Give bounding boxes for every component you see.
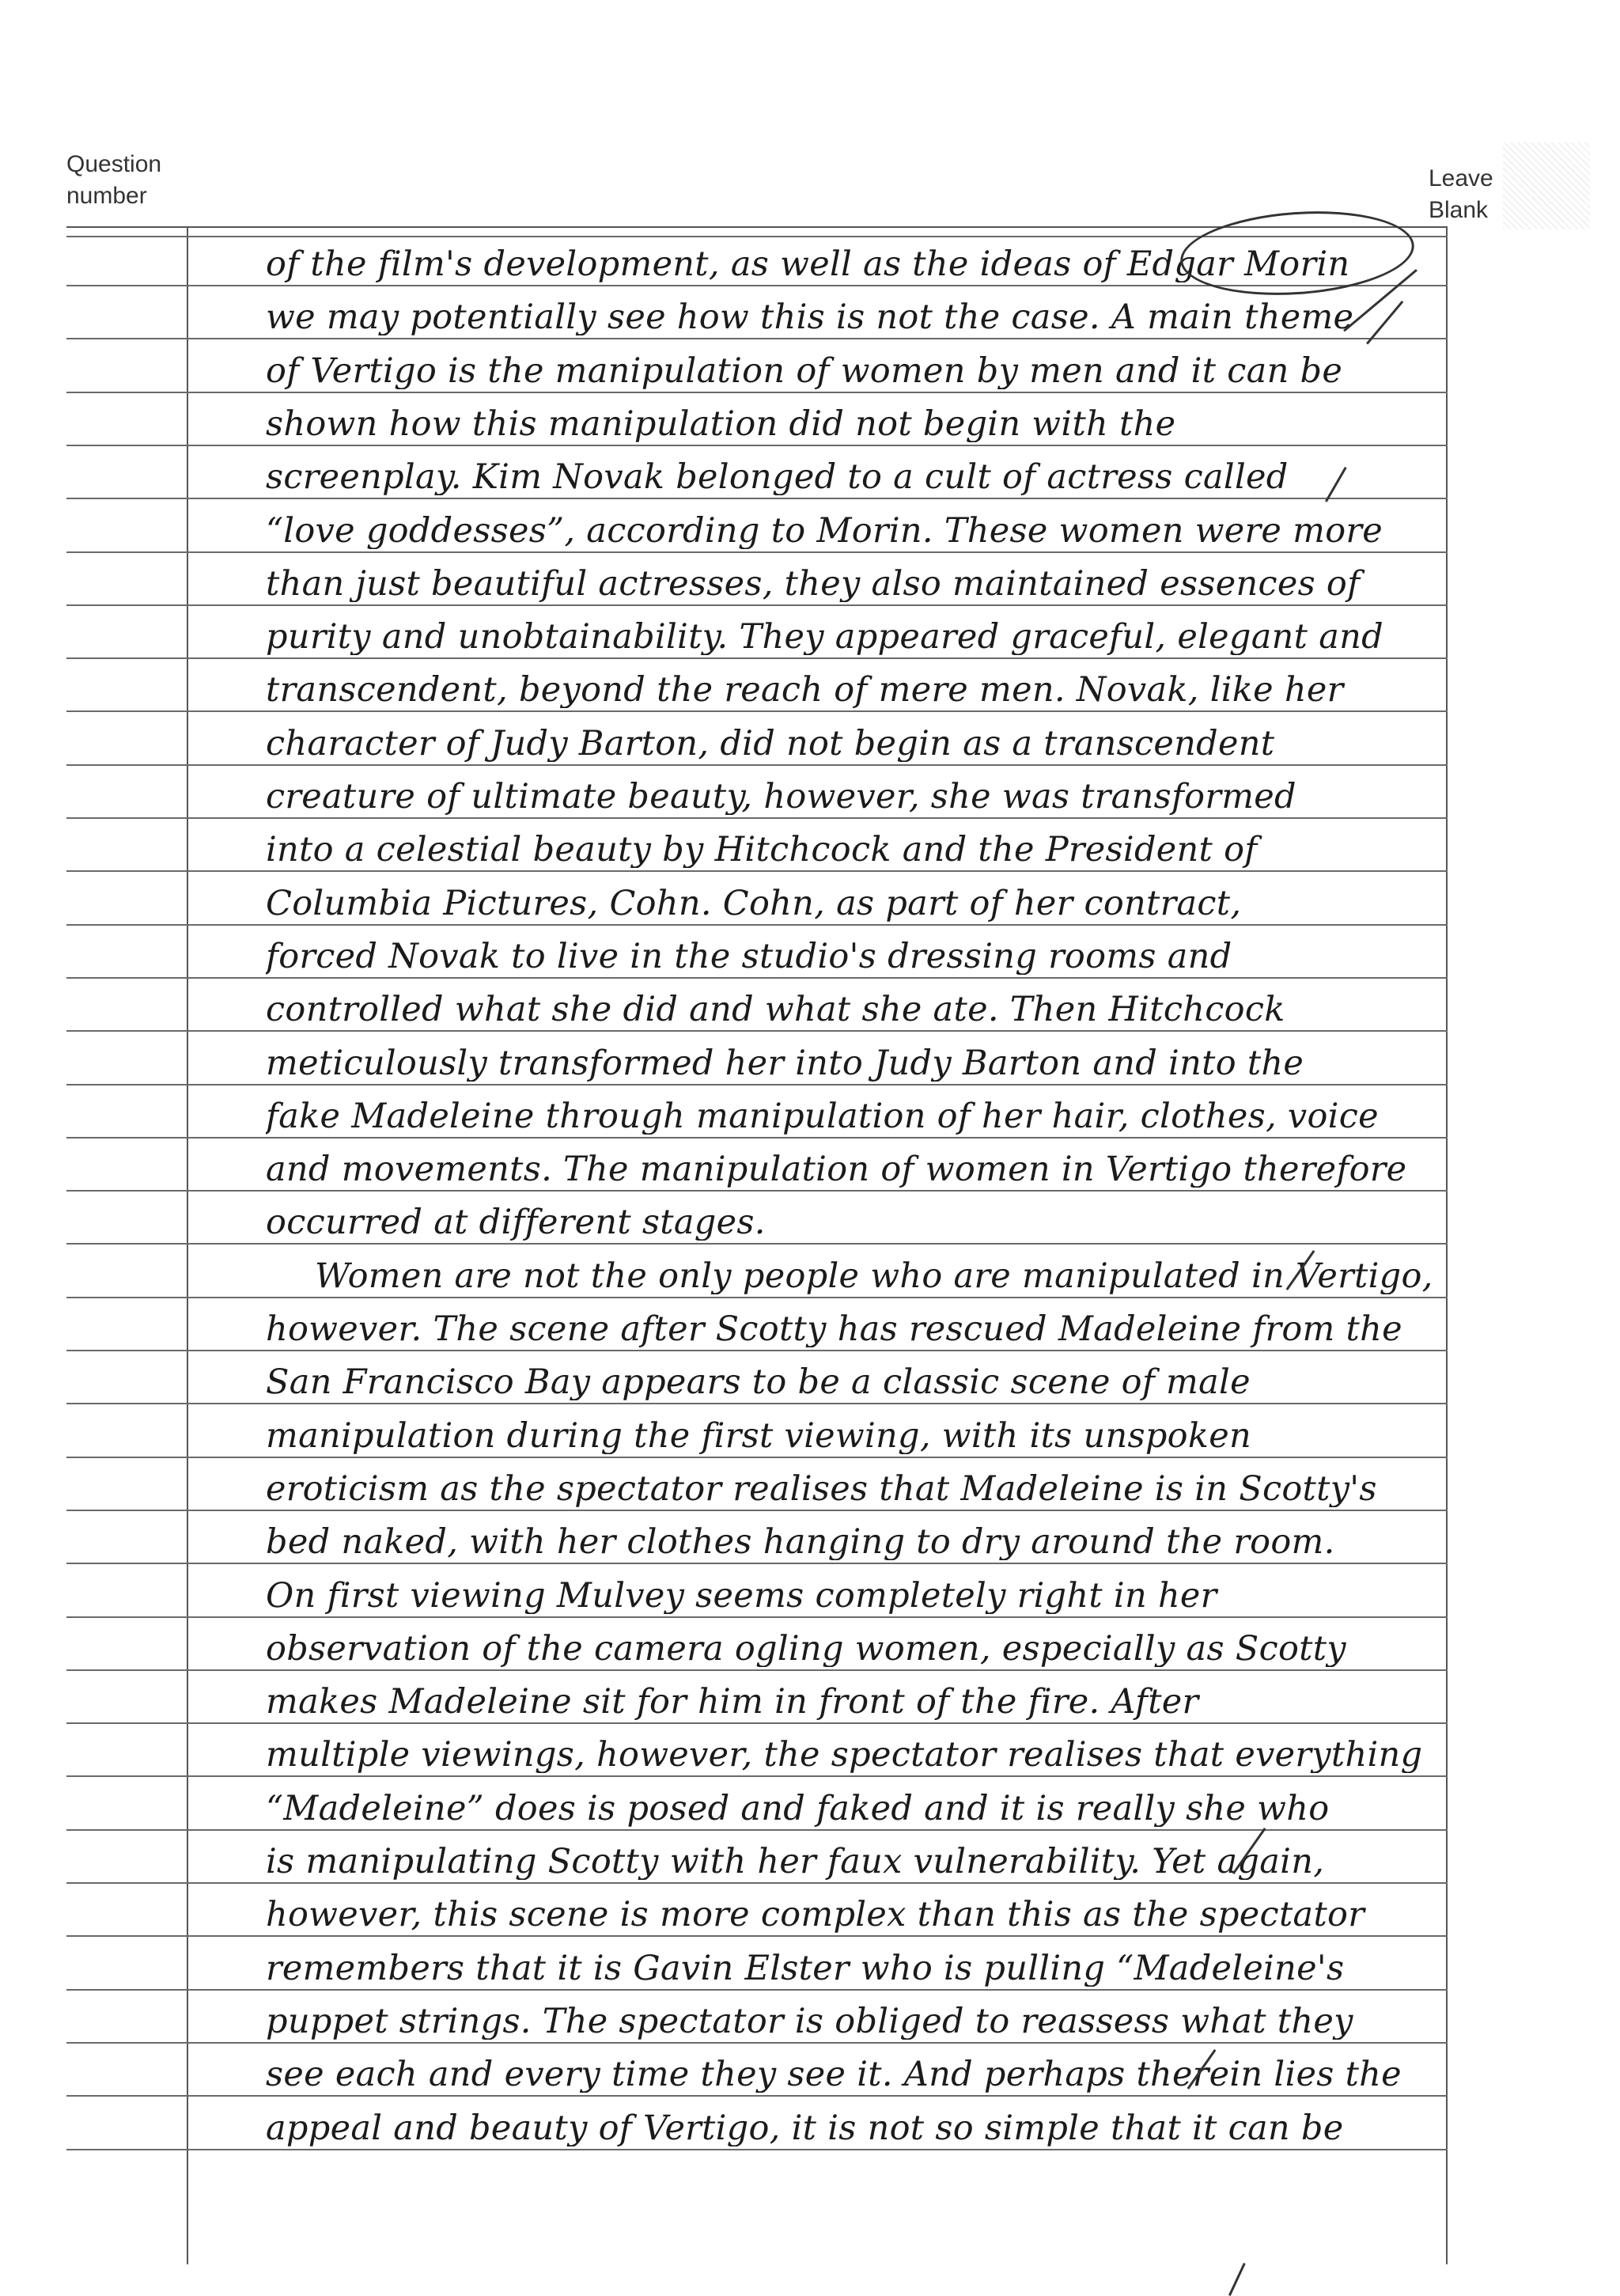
handwritten-line: of Vertigo is the manipulation of women by men and it can be [266,352,1343,389]
handwritten-line: however, this scene is more complex than this as the spectator [266,1896,1365,1934]
answer-line [66,1355,1448,1404]
answer-line [66,1302,1448,1351]
handwritten-line: transcendent, beyond the reach of mere men. Novak, like her [266,672,1344,709]
answer-line [66,1036,1448,1085]
answer-line [66,1462,1448,1511]
handwritten-line: “love goddesses”, according to Morin. These women were more [266,512,1383,549]
handwritten-line: into a celestial beauty by Hitchcock and the President of [266,832,1258,869]
answer-line [66,610,1448,659]
handwritten-line: appeal and beauty of Vertigo, it is not so simple that it can be [266,2109,1344,2146]
answer-line [66,663,1448,712]
handwritten-line: makes Madeleine sit for him in front of the fire. After [266,1684,1199,1721]
handwritten-line: occurred at different stages. [266,1204,766,1241]
handwritten-line: Columbia Pictures, Cohn. Cohn, as part of her contract, [266,885,1242,922]
handwritten-line: of the film's development, as well as the ideas of Edgar Morin [266,246,1350,282]
answer-line [66,1942,1448,1991]
handwritten-line: puppet strings. The spectator is obliged to reassess what they [266,2002,1353,2040]
handwritten-line: observation of the camera ogling women, especially as Scotty [266,1630,1346,1667]
handwritten-line: Women are not the only people who are manipulated in Vertigo, [315,1257,1433,1294]
handwritten-line: remembers that it is Gavin Elster who is pulling “Madeleine's [266,1949,1345,1987]
answer-line [66,557,1448,606]
answer-line [66,2101,1448,2150]
handwritten-line: we may potentially see how this is not the case. A main theme [266,299,1354,336]
handwritten-line: character of Judy Barton, did not begin as a transcendent [266,725,1275,762]
answer-line [66,1728,1448,1777]
answer-line [66,290,1448,339]
answer-line [66,1195,1448,1245]
answer-line [66,1569,1448,1618]
tick-mark [1228,2263,1246,2296]
answer-line [66,1515,1448,1564]
answer-line [66,770,1448,819]
answer-line [66,983,1448,1032]
answer-line [66,1142,1448,1192]
answer-line [66,504,1448,553]
handwritten-line: screenplay. Kim Novak belonged to a cult of actress called [266,459,1289,496]
answer-line [66,1622,1448,1671]
answer-line [66,1409,1448,1458]
answer-line [66,1782,1448,1831]
answer-line [66,717,1448,766]
handwritten-line: San Francisco Bay appears to be a classic scene of male [266,1364,1251,1401]
answer-line [66,930,1448,979]
handwritten-line: creature of ultimate beauty, however, she was transformed [266,779,1296,815]
handwritten-line: multiple viewings, however, the spectator realises that everything [266,1737,1423,1774]
handwritten-line: see each and every time they see it. And perhaps therein lies the [266,2056,1402,2093]
answer-line [66,397,1448,446]
handwritten-line: however. The scene after Scotty has rescued Madeleine from the [266,1311,1402,1347]
handwritten-line: eroticism as the spectator realises that Madeleine is in Scotty's [266,1470,1377,1507]
handwritten-line: forced Novak to live in the studio's dressing rooms and [266,938,1232,975]
answer-line [66,1995,1448,2044]
handwritten-line: meticulously transformed her into Judy Barton and into the [266,1044,1304,1082]
handwritten-line: is manipulating Scotty with her faux vulnerability. Yet again, [266,1843,1325,1880]
answer-line [66,877,1448,926]
handwritten-line: bed naked, with her clothes hanging to dry around the room. [266,1524,1335,1561]
leave-blank-label: Leave Blank [1429,165,1493,223]
handwritten-line: “Madeleine” does is posed and faked and it is really she who [266,1790,1330,1827]
answer-line [66,1888,1448,1937]
handwritten-line: shown how this manipulation did not begin with the [266,405,1176,442]
handwritten-line: purity and unobtainability. They appeared graceful, elegant and [266,619,1383,656]
handwritten-line: than just beautiful actresses, they also maintained essences of [266,565,1361,602]
answer-line [66,2048,1448,2097]
handwritten-line: manipulation during the first viewing, with its unspoken [266,1417,1251,1454]
answer-line [66,344,1448,393]
scan-noise [1503,142,1590,229]
answer-line [66,823,1448,872]
answer-line [66,1835,1448,1884]
handwritten-line: controlled what she did and what she ate. Then Hitchcock [266,991,1285,1029]
handwritten-line: On first viewing Mulvey seems completely right in her [266,1577,1217,1614]
question-number-label: Question number [66,151,162,209]
answer-line [66,1249,1448,1298]
answer-line [66,450,1448,499]
answer-line [66,1089,1448,1139]
handwritten-line: and movements. The manipulation of women in Vertigo therefore [266,1151,1407,1188]
answer-line [66,1675,1448,1724]
handwritten-line: fake Madeleine through manipulation of her hair, clothes, voice [266,1097,1379,1135]
